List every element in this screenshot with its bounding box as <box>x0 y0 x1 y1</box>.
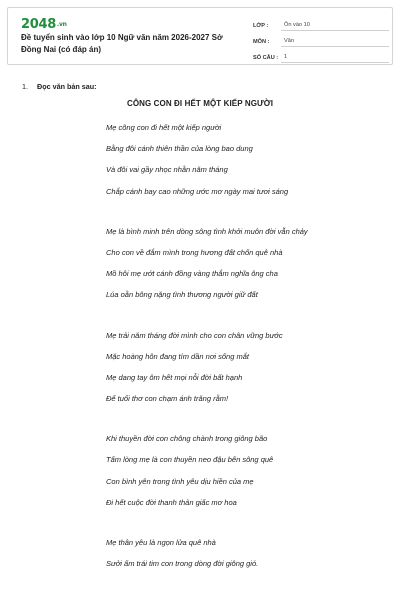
document-title: Đề tuyển sinh vào lớp 10 Ngữ văn năm 2026-2027 Sở Đồng Nai (có đáp án) <box>21 33 223 54</box>
poem-line: Cho con về đắm mình trong hương đất chốn quê nhà <box>106 247 283 257</box>
poem-line: Lúa oằn bông nặng tình thương người giữ đất <box>106 290 258 300</box>
site-logo[interactable] <box>21 17 67 32</box>
poem-line: Mẹ là bình minh trên dòng sông tình khởi muôn đời vẫn chảy <box>106 226 308 236</box>
poem-line: Khi thuyền đời con chông chành trong giông bão <box>106 434 268 444</box>
logo-tld[interactable]: .vn <box>56 21 67 28</box>
question-number: 1. <box>22 82 28 91</box>
meta-value: Văn <box>281 38 389 47</box>
poem-line: Mẹ dang tay ôm hết mọi nỗi đời bất hạnh <box>106 372 243 382</box>
question-prompt: Đọc văn bản sau: <box>37 82 97 91</box>
meta-row-question-count <box>253 48 389 63</box>
stanza-gap <box>106 208 396 227</box>
stanza-gap <box>106 415 396 434</box>
meta-row-class <box>253 16 389 31</box>
poem-line: Chắp cánh bay cao những ước mơ ngày mai tươi sáng <box>106 186 289 196</box>
question-heading <box>22 82 97 91</box>
poem-line: Mẹ cõng con đi hết một kiếp người <box>106 123 222 132</box>
meta-label: LỚP : <box>253 23 269 29</box>
poem-line: Mẹ thân yêu là ngọn lửa quê nhà <box>106 538 216 547</box>
meta-label: MÔN : <box>253 39 270 45</box>
stanza-gap <box>106 519 396 538</box>
poem-line: Đi hết cuộc đời thanh thản giấc mơ hoa <box>106 497 237 507</box>
poem-line: Mẹ trải năm tháng đời mình cho con chân vững bước <box>106 330 283 340</box>
poem-line: Sưởi ấm trái tim con trong dòng đời giông gió. <box>106 559 259 569</box>
meta-value: 1 <box>281 54 389 63</box>
meta-value: Ôn vào 10 <box>281 22 389 31</box>
document-meta <box>253 16 389 64</box>
poem-line: Để tuổi thơ con chạm ánh trăng rằm! <box>106 394 229 404</box>
poem-line: Con bình yên trong tình yêu dịu hiền của mẹ <box>106 476 254 486</box>
document-header <box>7 7 393 65</box>
stanza-gap <box>106 312 396 331</box>
poem-body <box>106 123 396 580</box>
poem-line: Tấm lòng mẹ là con thuyền neo đậu bến sông quê <box>106 455 274 465</box>
poem-line: Và đôi vai gầy nhọc nhằn năm tháng <box>106 165 228 175</box>
poem-title: CÔNG CON ĐI HẾT MỘT KIẾP NGƯỜI <box>126 99 274 108</box>
logo-brand[interactable]: 2048 <box>21 17 56 32</box>
meta-row-subject <box>253 32 389 47</box>
poem-line: Bằng đôi cánh thiên thần của lòng bao dung <box>106 144 253 154</box>
poem-line: Mặc hoàng hôn đang tím dần nơi sống mắt <box>106 351 249 361</box>
poem-line: Mồ hôi mẹ ướt cánh đồng vàng thắm nghĩa ông cha <box>106 269 278 279</box>
meta-label: SỐ CÂU : <box>253 55 279 61</box>
